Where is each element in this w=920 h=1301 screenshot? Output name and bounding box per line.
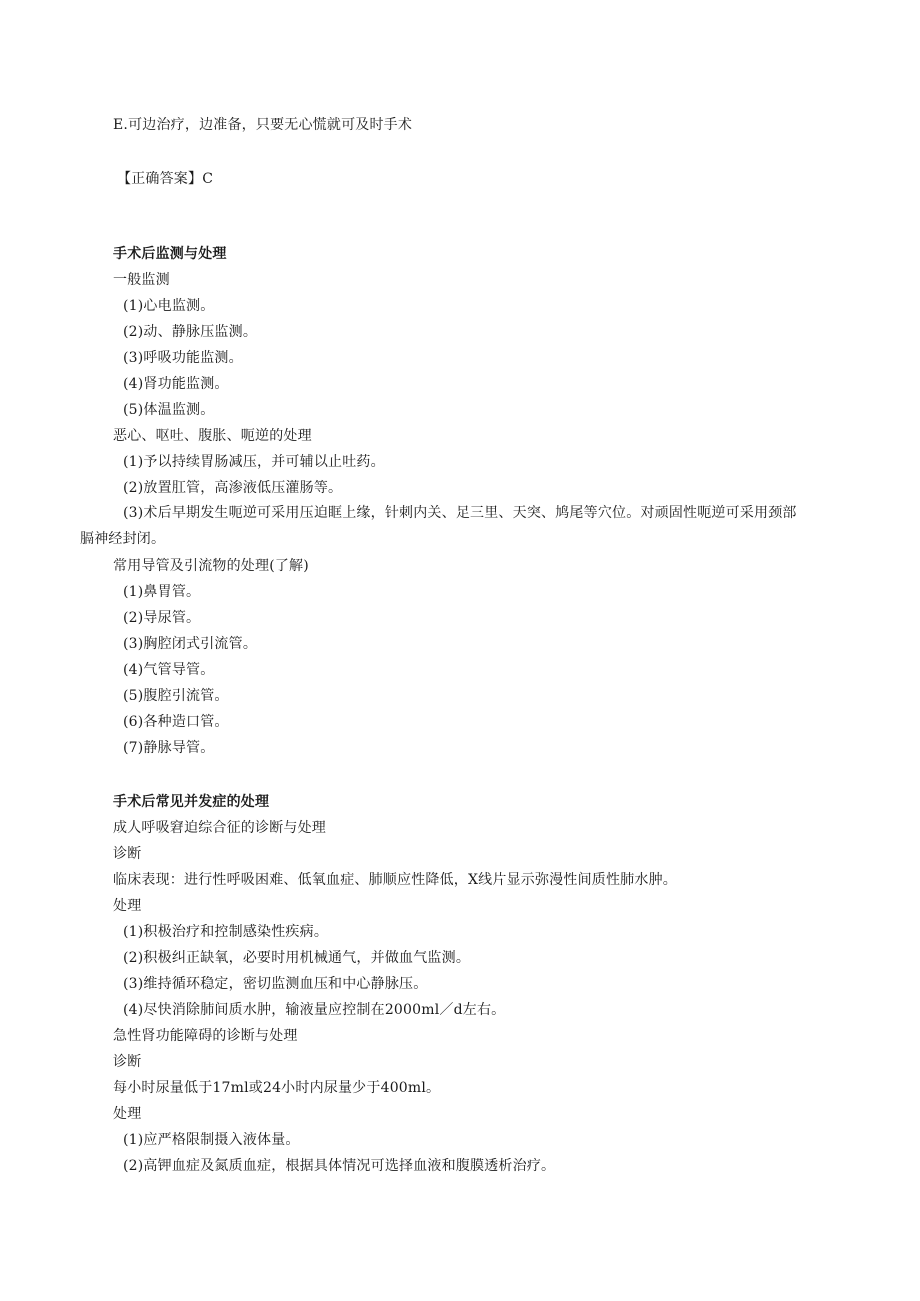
section-title-complications: 手术后常见并发症的处理	[113, 794, 270, 810]
subsection-title-nausea: 恶心、呕吐、腹胀、呃逆的处理	[113, 428, 312, 444]
subsection-title-ards: 成人呼吸窘迫综合征的诊断与处理	[113, 820, 326, 836]
list-item: (5)腹腔引流管。	[123, 688, 229, 704]
subsection-title-arf: 急性肾功能障碍的诊断与处理	[113, 1028, 298, 1044]
list-item: (1)心电监测。	[123, 298, 215, 314]
list-item: (6)各种造口管。	[123, 714, 229, 730]
option-e-text: E.可边治疗，边准备，只要无心慌就可及时手术	[113, 117, 413, 133]
diagnosis-text: 临床表现：进行性呼吸困难、低氧血症、肺顺应性降低，X线片显示弥漫性间质性肺水肿。	[113, 872, 677, 888]
list-item: (3)呼吸功能监测。	[123, 350, 243, 366]
list-item: (2)动、静脉压监测。	[123, 324, 258, 340]
list-item: (5)体温监测。	[123, 402, 215, 418]
list-item: (2)放置肛管，高渗液低压灌肠等。	[123, 480, 343, 496]
list-item: (3)术后早期发生呃逆可采用压迫眶上缘，针刺内关、足三里、天突、鸠尾等穴位。对顽固性呃逆可采用颈部膈神经封闭。	[80, 505, 797, 547]
treatment-label: 处理	[113, 1106, 142, 1122]
list-item: (2)导尿管。	[123, 610, 201, 626]
list-item: (4)肾功能监测。	[123, 376, 229, 392]
list-item: (3)维持循环稳定，密切监测血压和中心静脉压。	[123, 976, 428, 992]
list-item: (1)予以持续胃肠减压，并可辅以止吐药。	[123, 454, 385, 470]
diagnosis-label: 诊断	[113, 846, 142, 862]
diagnosis-text: 每小时尿量低于17ml或24小时内尿量少于400ml。	[113, 1080, 441, 1096]
list-item: (1)鼻胃管。	[123, 584, 201, 600]
list-item: (7)静脉导管。	[123, 740, 215, 756]
list-item: (4)尽快消除肺间质水肿，输液量应控制在2000ml／d左右。	[123, 1002, 506, 1018]
list-item: (1)应严格限制摄入液体量。	[123, 1132, 300, 1148]
subsection-title-drainage: 常用导管及引流物的处理(了解)	[113, 558, 309, 574]
list-item: (4)气管导管。	[123, 662, 215, 678]
treatment-label: 处理	[113, 898, 142, 914]
section-title-postop-monitoring: 手术后监测与处理	[113, 246, 227, 262]
list-item: (2)积极纠正缺氧，必要时用机械通气，并做血气监测。	[123, 950, 471, 966]
list-item: (3)胸腔闭式引流管。	[123, 636, 258, 652]
correct-answer: 【正确答案】C	[117, 171, 214, 187]
list-item: (2)高钾血症及氮质血症，根据具体情况可选择血液和腹膜透析治疗。	[123, 1158, 556, 1174]
list-item: (1)积极治疗和控制感染性疾病。	[123, 924, 329, 940]
subsection-title-general-monitoring: 一般监测	[113, 272, 170, 288]
diagnosis-label: 诊断	[113, 1054, 142, 1070]
